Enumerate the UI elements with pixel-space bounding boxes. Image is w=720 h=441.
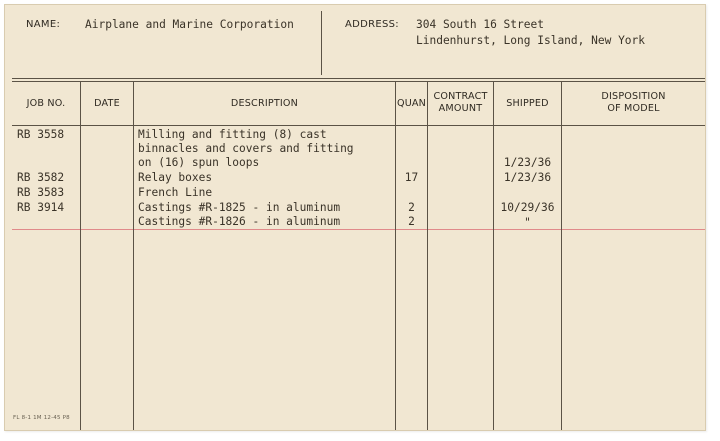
row-7-desc: Castings #R-1826 - in aluminum (138, 215, 341, 228)
col-header-contract-amount: CONTRACT AMOUNT (433, 91, 488, 114)
col-divider-desc (395, 82, 396, 430)
row-6-shipped: 10/29/36 (500, 201, 555, 214)
column-header-rule (12, 125, 705, 126)
address-line-1: 304 South 16 Street (416, 18, 544, 31)
row-1-job: RB 3558 (17, 128, 65, 141)
col-divider-job (80, 82, 81, 430)
row-7-quan: 2 (408, 215, 415, 228)
name-value: Airplane and Marine Corporation (85, 18, 294, 31)
row-6-job: RB 3914 (17, 201, 65, 214)
row-6-desc: Castings #R-1825 - in aluminum (138, 201, 341, 214)
form-code: FL 8-1 1M 12-45 P8 (13, 415, 70, 421)
col-divider-contract (493, 82, 494, 430)
row-4-desc: Relay boxes (138, 171, 213, 184)
address-line-2: Lindenhurst, Long Island, New York (416, 34, 646, 47)
row-4-shipped: 1/23/36 (503, 171, 552, 184)
col-header-date: DATE (94, 98, 120, 109)
record-card (4, 4, 706, 431)
row-3-desc: on (16) spun loops (138, 156, 260, 169)
row-6-quan: 2 (408, 201, 415, 214)
row-7-shipped: " (524, 216, 531, 229)
col-header-description: DESCRIPTION (230, 98, 299, 109)
col-header-disposition: DISPOSITION OF MODEL (601, 91, 666, 114)
name-label: NAME: (26, 19, 61, 30)
row-1-desc: Milling and fitting (8) cast (138, 128, 327, 141)
row-4-quan: 17 (404, 171, 419, 184)
col-divider-shipped (561, 82, 562, 430)
row-4-job: RB 3582 (17, 171, 65, 184)
header-rule-top (12, 78, 705, 79)
row-5-job: RB 3583 (17, 186, 65, 199)
header-rule-bottom (12, 81, 705, 82)
row-3-shipped: 1/23/36 (503, 156, 552, 169)
red-rule (12, 229, 705, 230)
row-2-desc: binnacles and covers and fitting (138, 142, 354, 155)
col-header-job-no: JOB NO. (26, 98, 66, 109)
col-divider-date (133, 82, 134, 430)
col-header-shipped: SHIPPED (506, 98, 549, 109)
col-divider-quan (427, 82, 428, 430)
address-label: ADDRESS: (345, 19, 399, 30)
row-5-desc: French Line (138, 186, 213, 199)
col-header-quan: QUAN (396, 98, 427, 109)
header-divider (321, 11, 322, 75)
